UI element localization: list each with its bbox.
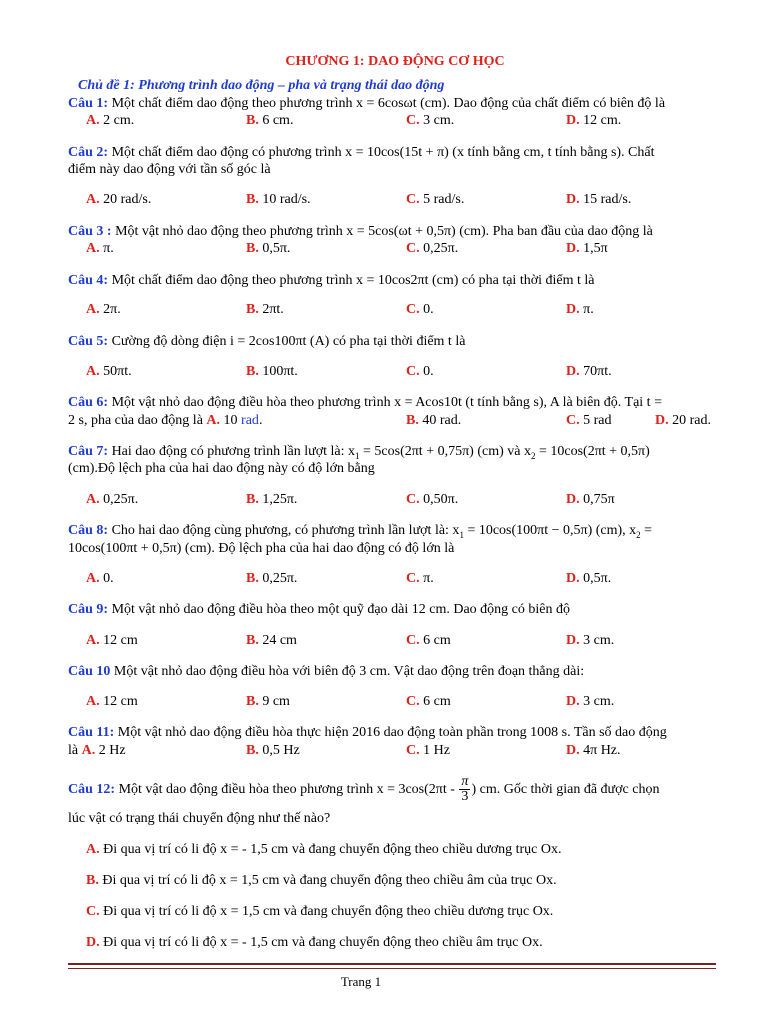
q2-option-c: C. 5 rad/s. bbox=[406, 192, 465, 207]
page-number: Trang 1 bbox=[340, 974, 382, 989]
q2-option-b: B. 10 rad/s. bbox=[246, 192, 311, 207]
q8-option-b: B. 0,25π. bbox=[246, 571, 298, 586]
question-3: Câu 3 : Một vật nhỏ dao động theo phương trình x = 5cos(ωt + 0,5π) (cm). Pha ban đầu của dao động là bbox=[68, 224, 653, 239]
q1-option-b: B. 6 cm. bbox=[246, 113, 294, 128]
question-10: Câu 10 Một vật nhỏ dao động điều hòa với biên độ 3 cm. Vật dao động trên đoạn thẳng dài: bbox=[68, 664, 585, 679]
q10-option-b: B. 9 cm bbox=[246, 694, 290, 709]
question-6-line-2: 2 s, pha của dao động là A. 10 rad. bbox=[68, 413, 263, 428]
question-1: Câu 1: Một chất điểm dao động theo phương trình x = 6cosωt (cm). Dao động của chất điểm có biên độ là bbox=[68, 96, 666, 111]
q1-option-a: A. 2 cm. bbox=[86, 113, 135, 128]
question-4: Câu 4: Một chất điểm dao động theo phương trình x = 10cos2πt (cm) có pha tại thời điểm t là bbox=[68, 273, 595, 288]
q5-option-c: C. 0. bbox=[406, 364, 434, 379]
q8-option-d: D. 0,5π. bbox=[566, 571, 612, 586]
q4-option-b: B. 2πt. bbox=[246, 302, 284, 317]
q4-option-c: C. 0. bbox=[406, 302, 434, 317]
pi-over-3-fraction: $\frac{\pi}{3}$ bbox=[461, 774, 469, 805]
question-11-line-2: là A. 2 Hz bbox=[68, 743, 126, 758]
q6-option-b: B. 40 rad. bbox=[406, 413, 462, 428]
q6-option-a-unit: rad bbox=[241, 413, 259, 428]
question-5: Câu 5: Cường độ dòng điện i = 2cos100πt (A) có pha tại thời điểm t là bbox=[68, 334, 466, 349]
q7-option-b: B. 1,25π. bbox=[246, 492, 298, 507]
q3-option-c: C. 0,25π. bbox=[406, 241, 459, 256]
question-2-line-2: điểm này dao động với tần số góc là bbox=[68, 162, 271, 177]
q3-option-b: B. 0,5π. bbox=[246, 241, 291, 256]
question-6: Câu 6: Một vật nhỏ dao động điều hòa theo phương trình x = Acos10t (t tính bằng s), A là biên độ. Tại t = bbox=[68, 395, 662, 410]
q11-option-c: C. 1 Hz bbox=[406, 743, 450, 758]
q6-option-a: 10 bbox=[223, 413, 238, 428]
q5-option-a: A. 50πt. bbox=[86, 364, 132, 379]
q9-option-a: A. 12 cm bbox=[86, 633, 138, 648]
question-12-line-2: lúc vật có trạng thái chuyển động như thế nào? bbox=[68, 811, 331, 826]
q6-option-d: D. 20 rad. bbox=[655, 413, 712, 428]
q3-option-d: D. 1,5π bbox=[566, 241, 608, 256]
question-8: Câu 8: Cho hai dao động cùng phương, có phương trình lần lượt là: $x_1 = 10\cos(100\pi t - 0,5\pi)$ (cm), $x_2$ = bbox=[68, 523, 653, 540]
q4-option-d: D. π. bbox=[566, 302, 594, 317]
question-11: Câu 11: Một vật nhỏ dao động điều hòa thực hiện 2016 dao động toàn phần trong 1008 s. Tần số dao động bbox=[68, 725, 667, 740]
q4-option-a: A. 2π. bbox=[86, 302, 121, 317]
q7-option-a: A. 0,25π. bbox=[86, 492, 139, 507]
q10-option-c: C. 6 cm bbox=[406, 694, 451, 709]
q5-option-b: B. 100πt. bbox=[246, 364, 298, 379]
q12-option-c: C. Đi qua vị trí có li độ x = 1,5 cm và đang chuyển động theo chiều dương trục Ox. bbox=[86, 904, 554, 919]
q10-option-a: A. 12 cm bbox=[86, 694, 138, 709]
chapter-title: CHƯƠNG 1: DAO ĐỘNG CƠ HỌC bbox=[285, 54, 505, 69]
q9-option-b: B. 24 cm bbox=[246, 633, 297, 648]
q7-option-c: C. 0,50π. bbox=[406, 492, 459, 507]
q8-option-c: C. π. bbox=[406, 571, 434, 586]
q12-option-b: B. Đi qua vị trí có li độ x = 1,5 cm và đang chuyển động theo chiều âm của trục Ox. bbox=[86, 873, 557, 888]
q6-option-a-label: A. bbox=[206, 413, 221, 428]
q2-option-d: D. 15 rad/s. bbox=[566, 192, 632, 207]
q1-option-d: D. 12 cm. bbox=[566, 113, 622, 128]
q11-option-a: 2 Hz bbox=[98, 743, 126, 758]
q8-option-a: A. 0. bbox=[86, 571, 114, 586]
footer-rule-thick bbox=[68, 963, 716, 965]
question-9: Câu 9: Một vật nhỏ dao động điều hòa theo một quỹ đạo dài 12 cm. Dao động có biên độ bbox=[68, 602, 570, 617]
question-12: Câu 12: Một vật dao động điều hòa theo phương trình x = 3cos(2πt - $\frac{\pi}{3}$ ) cm. Gốc thời gian đã được chọn bbox=[68, 774, 660, 805]
question-2: Câu 2: Một chất điểm dao động có phương trình x = 10cos(15t + π) (x tính bằng cm, t tính bằng s). Chất bbox=[68, 145, 655, 160]
q1-option-c: C. 3 cm. bbox=[406, 113, 455, 128]
q6-option-c: C. 5 rad bbox=[566, 413, 612, 428]
q9-option-d: D. 3 cm. bbox=[566, 633, 615, 648]
q11-option-b: B. 0,5 Hz bbox=[246, 743, 300, 758]
q12-option-a: A. Đi qua vị trí có li độ x = - 1,5 cm và đang chuyển động theo chiều dương trục Ox. bbox=[86, 842, 562, 857]
q12-option-d: D. Đi qua vị trí có li độ x = - 1,5 cm và đang chuyển động theo chiều âm trục Ox. bbox=[86, 935, 543, 950]
question-7: Câu 7: Hai dao động có phương trình lần lượt là: $x_1 = 5\cos(2\pi t + 0,75\pi)$ (cm) và $x_2 = 10\cos(2\pi t + 0,5\pi)$ bbox=[68, 444, 650, 461]
topic-heading: Chủ đề 1: Phương trình dao động – pha và trạng thái dao động bbox=[78, 78, 445, 93]
question-7-line-2: (cm).Độ lệch pha của hai dao động này có độ lớn bằng bbox=[68, 461, 375, 476]
q11-option-a-label: A. bbox=[81, 743, 96, 758]
q2-option-a: A. 20 rad/s. bbox=[86, 192, 152, 207]
q3-option-a: A. π. bbox=[86, 241, 114, 256]
q10-option-d: D. 3 cm. bbox=[566, 694, 615, 709]
q9-option-c: C. 6 cm bbox=[406, 633, 451, 648]
q5-option-d: D. 70πt. bbox=[566, 364, 612, 379]
q11-option-d: D. 4π Hz. bbox=[566, 743, 621, 758]
footer-rule-thin bbox=[68, 968, 716, 969]
q7-option-d: D. 0,75π bbox=[566, 492, 615, 507]
question-8-line-2: 10cos(100πt + 0,5π) (cm). Độ lệch pha của hai dao động có độ lớn là bbox=[68, 541, 455, 556]
